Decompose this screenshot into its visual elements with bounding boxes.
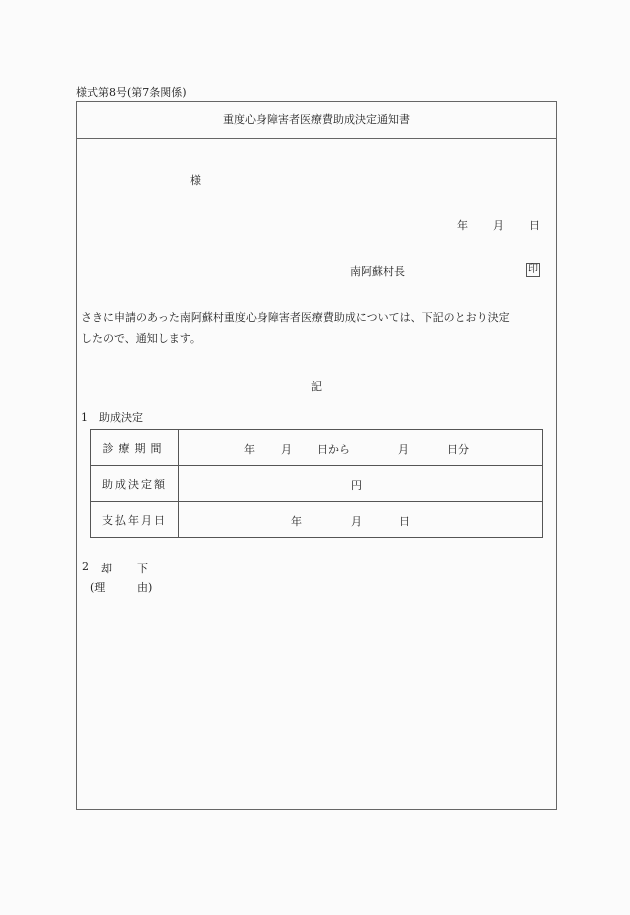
notice-frame [76, 101, 557, 810]
value-part: 日 [399, 515, 410, 528]
body-text-line2: したので、通知します。 [81, 332, 201, 345]
value-part: 月 [281, 443, 292, 456]
section1-heading: 1 助成決定 [81, 411, 143, 424]
row-value [179, 502, 543, 538]
date-day: 日 [529, 219, 540, 232]
table-row [91, 466, 543, 502]
ki-heading: 記 [311, 380, 322, 393]
document-title: 重度心身障害者医療費助成決定通知書 [77, 102, 556, 139]
value-part: 日分 [447, 443, 469, 456]
form-number: 様式第8号(第7条関係) [76, 86, 187, 99]
reason-label-a: (理 [90, 581, 106, 594]
row-value [179, 466, 543, 502]
date-month: 月 [493, 219, 504, 232]
value-part: 月 [351, 515, 362, 528]
addressee-suffix: 様 [190, 174, 201, 187]
table-row [91, 502, 543, 538]
seal-mark: 印 [528, 264, 538, 275]
issuer-name: 南阿蘇村長 [350, 265, 405, 278]
decision-table [90, 429, 543, 538]
row-label: 支払年月日 [91, 502, 179, 538]
section2-heading-a: 却 [101, 562, 112, 575]
value-part: 年 [244, 443, 255, 456]
section2-heading-b: 下 [137, 562, 148, 575]
value-part: 年 [291, 515, 302, 528]
section2-number: 2 [82, 560, 89, 573]
row-value [179, 430, 543, 466]
date-year: 年 [457, 219, 468, 232]
value-part: 月 [398, 443, 409, 456]
row-label: 助成決定額 [91, 466, 179, 502]
reason-label-b: 由) [137, 581, 153, 594]
table-row [91, 430, 543, 466]
row-label: 診療期間 [91, 430, 179, 466]
body-text-line1: さきに申請のあった南阿蘇村重度心身障害者医療費助成については、下記のとおり決定 [81, 311, 510, 324]
value-part: 日から [317, 443, 350, 456]
value-part: 円 [351, 479, 362, 492]
